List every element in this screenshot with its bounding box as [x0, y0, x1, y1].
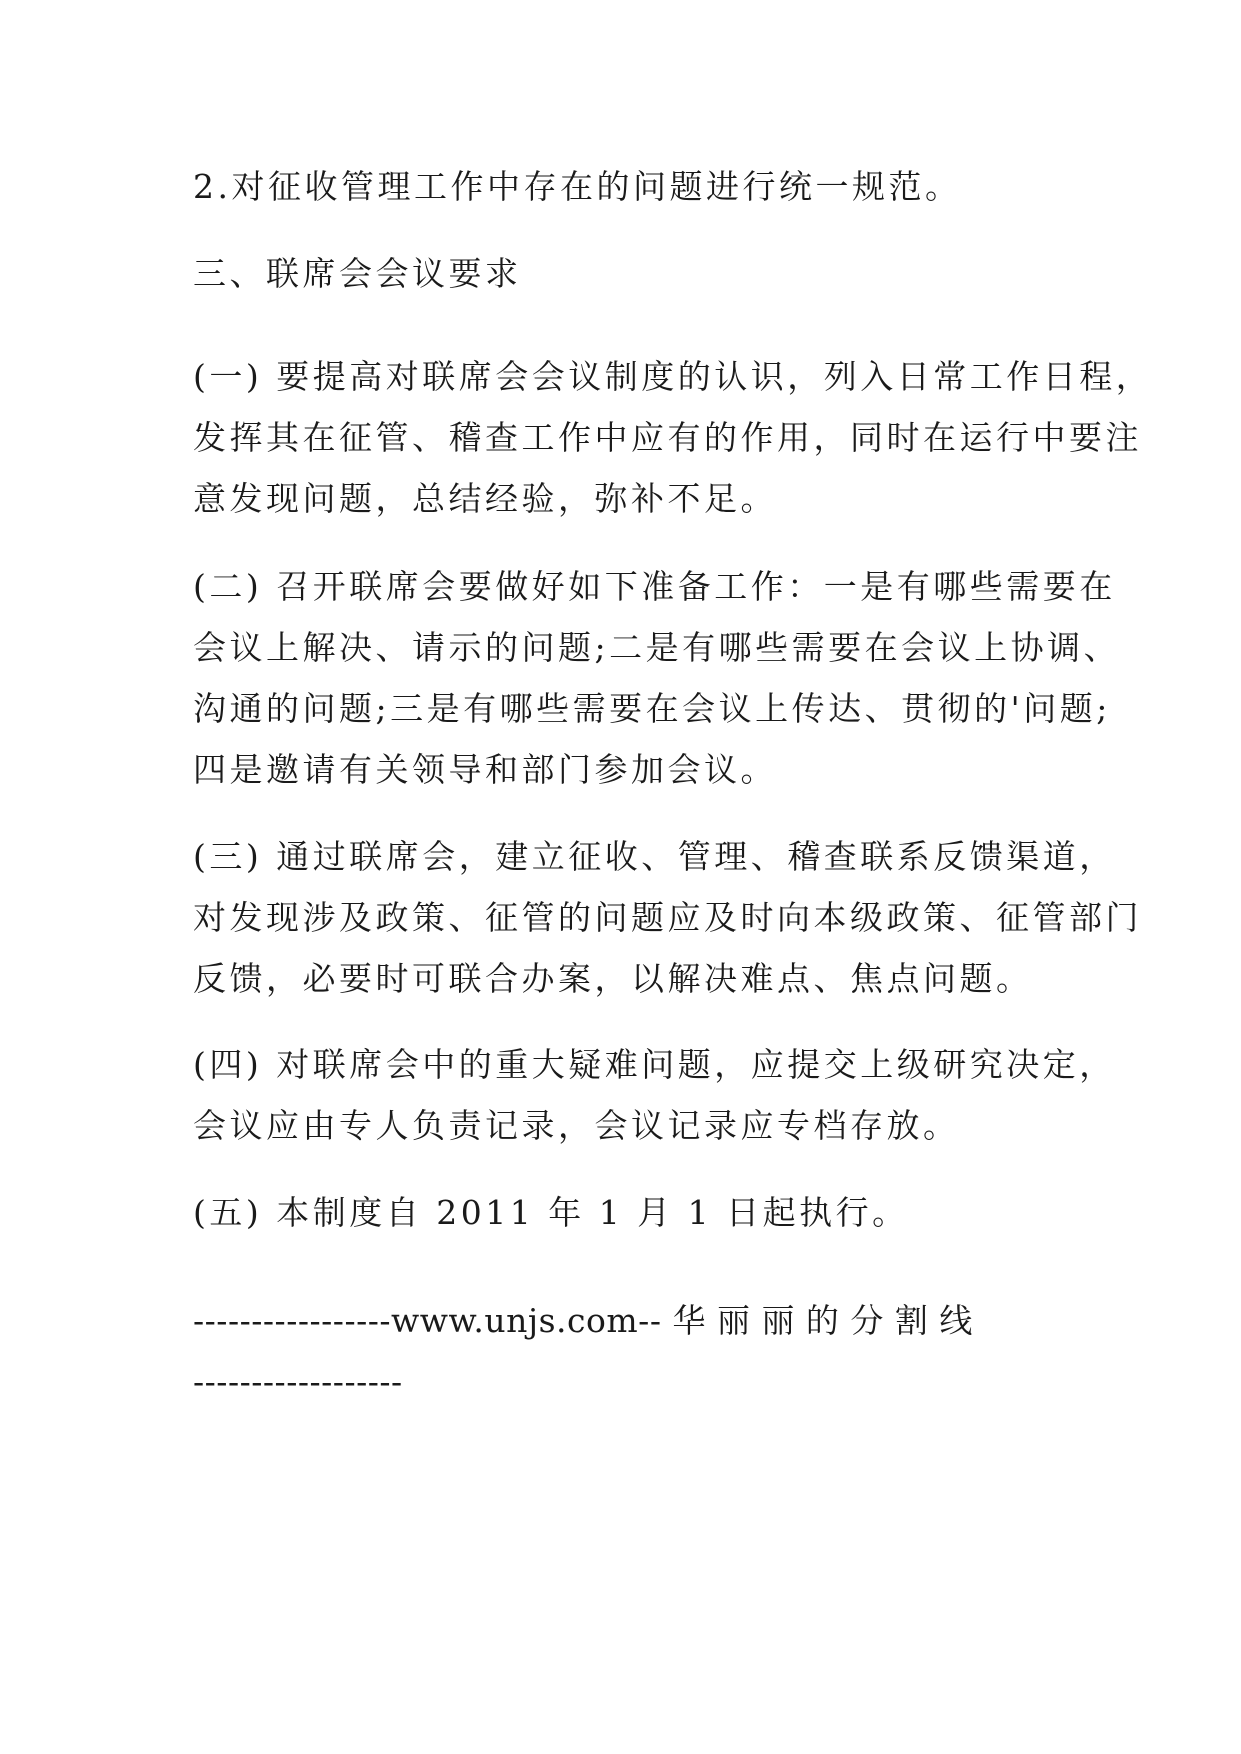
paragraph-line: (五) 本制度自 2011 年 1 月 1 日起执行。 [193, 1193, 909, 1232]
paragraph-line: 会议上解决、请示的问题;二是有哪些需要在会议上协调、 [193, 628, 1121, 667]
section-heading-text: 三、联席会会议要求 [193, 254, 522, 293]
paragraph-line: (一) 要提高对联席会会议制度的认识，列入日常工作日程， [193, 357, 1153, 396]
section-3-heading [193, 243, 1063, 304]
paragraph-line: 发挥其在征管、稽查工作中应有的作用，同时在运行中要注 [193, 418, 1142, 457]
item-2-text: 2.对征收管理工作中存在的问题进行统一规范。 [193, 167, 962, 206]
paragraph-line: 意发现问题，总结经验，弥补不足。 [193, 479, 777, 518]
paragraph-line: 四是邀请有关领导和部门参加会议。 [193, 750, 777, 789]
divider [193, 1290, 1063, 1412]
paragraph-4 [193, 1034, 1116, 1156]
paragraph-line: 沟通的问题;三是有哪些需要在会议上传达、贯彻的'问题; [193, 689, 1111, 728]
divider-line: ------------------ [193, 1362, 403, 1401]
paragraph-line: (四) 对联席会中的重大疑难问题，应提交上级研究决定， [193, 1045, 1116, 1084]
paragraph-line: 反馈，必要时可联合办案，以解决难点、焦点问题。 [193, 959, 1033, 998]
divider-line: -----------------www.unjs.com-- 华 丽 丽 的 分 割 线 [193, 1301, 973, 1340]
paragraph-line: (三) 通过联席会，建立征收、管理、稽查联系反馈渠道， [193, 837, 1116, 876]
paragraph-line: 对发现涉及政策、征管的问题应及时向本级政策、征管部门 [193, 898, 1142, 937]
paragraph-5 [193, 1182, 1063, 1243]
paragraph-2 [193, 556, 1121, 800]
paragraph-line: (二) 召开联席会要做好如下准备工作：一是有哪些需要在 [193, 567, 1116, 606]
paragraph-line: 会议应由专人负责记录，会议记录应专档存放。 [193, 1106, 960, 1145]
paragraph-1 [193, 346, 1153, 529]
paragraph-3 [193, 826, 1142, 1009]
item-2 [193, 156, 1063, 217]
